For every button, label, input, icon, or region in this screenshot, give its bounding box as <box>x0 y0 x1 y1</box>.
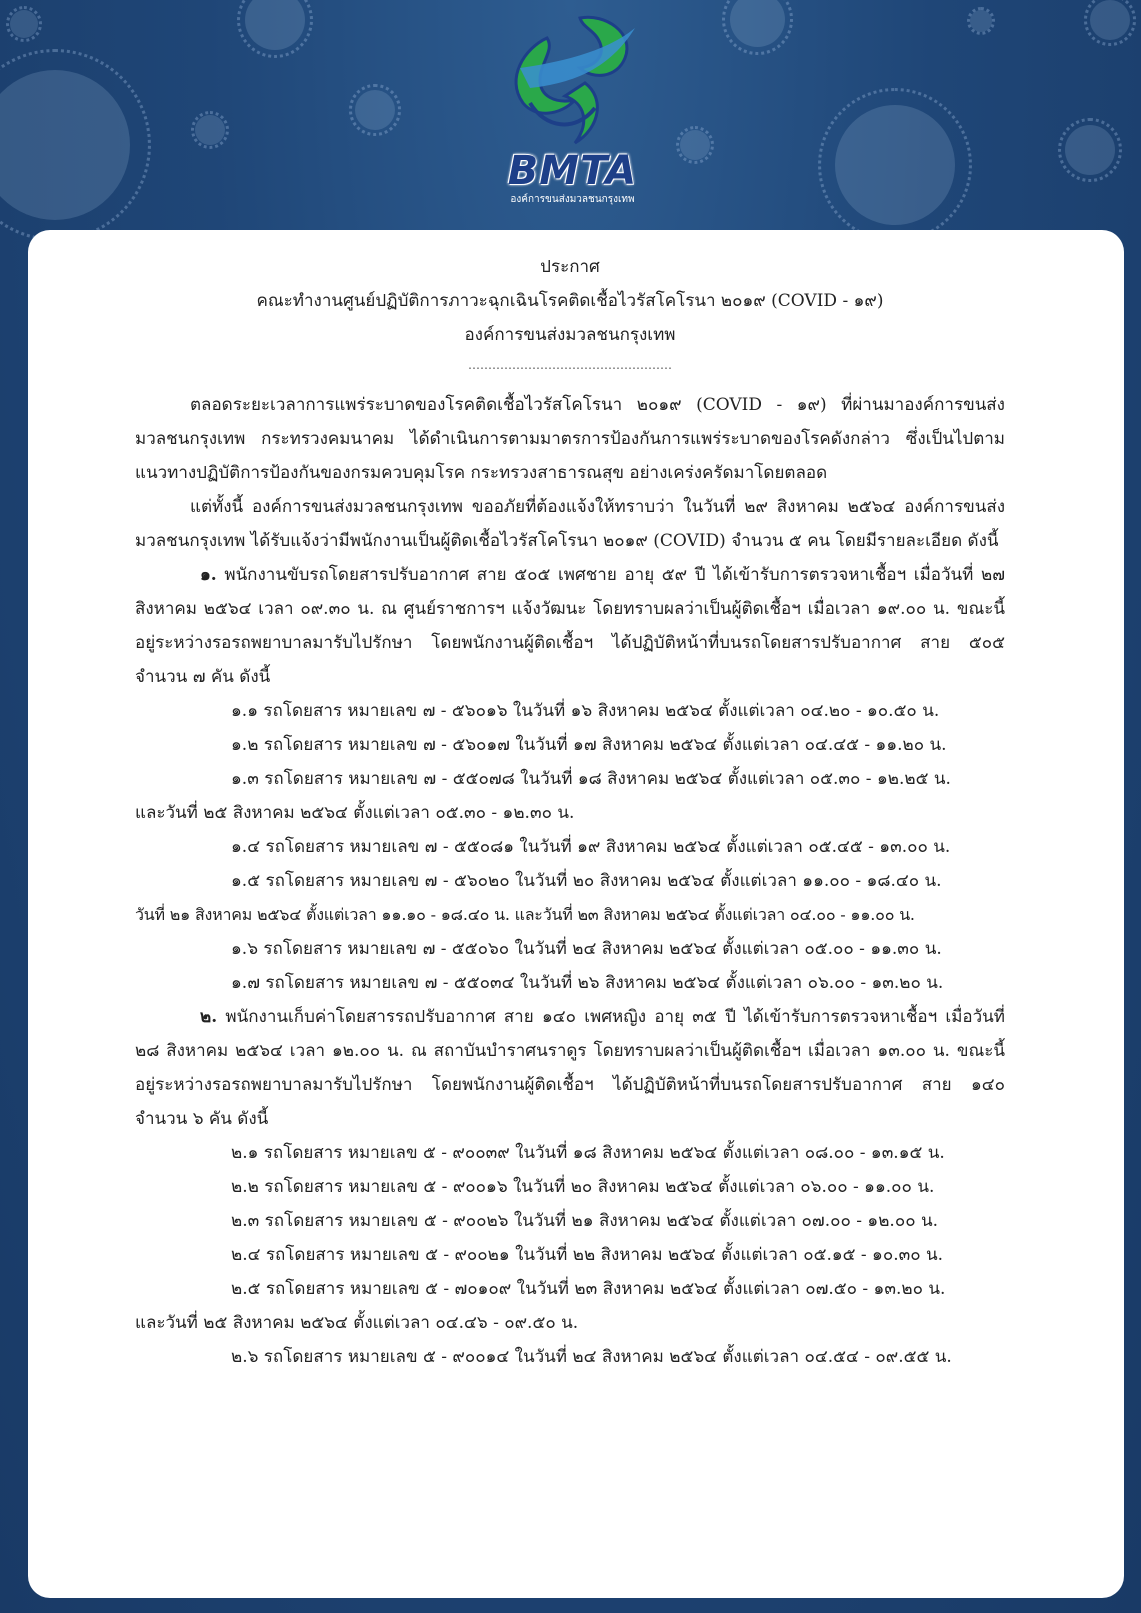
virus-decoration <box>970 10 992 32</box>
virus-decoration <box>835 105 955 225</box>
list-item: ๑.๓ รถโดยสาร หมายเลข ๗ - ๕๕๐๗๘ ในวันที่ ๑๘ สิงหาคม ๒๕๖๔ ตั้งแต่เวลา ๐๕.๓๐ - ๑๒.๒๕ น. <box>231 769 951 789</box>
list-item: ๒.๖ รถโดยสาร หมายเลข ๕ - ๙๐๐๑๔ ในวันที่ ๒๔ สิงหาคม ๒๕๖๔ ตั้งแต่เวลา ๐๔.๕๔ - ๐๙.๕๕ น. <box>231 1347 952 1367</box>
intro-paragraph-1: ตลอดระยะเวลาการแพร่ระบาดของโรคติดเชื้อไวรัสโคโรนา ๒๐๑๙ (COVID - ๑๙) ที่ผ่านมาองค์การขนส่งมวลชนกรุงเทพ กระทรวงคมนาคม ได้ดำเนินการตามมาตรการป้องกันการแพร่ระบาดของโรคดังกล่าว ซึ่งเป็นไปตามแนวทางปฏิบัติการป้องกันของกรมควบคุมโรค กระทรวงสาธารณสุข อย่างเคร่งครัดมาโดยตลอด <box>135 395 1005 483</box>
virus-decoration <box>0 70 130 220</box>
section-2-list <box>135 1136 1005 1374</box>
section-1 <box>135 558 1005 694</box>
virus-decoration <box>10 10 38 38</box>
section-1-list <box>135 694 1005 1000</box>
list-item: ๒.๓ รถโดยสาร หมายเลข ๕ - ๙๐๐๒๖ ในวันที่ ๒๑ สิงหาคม ๒๕๖๔ ตั้งแต่เวลา ๐๗.๐๐ - ๑๒.๐๐ น. <box>231 1211 938 1231</box>
section-2 <box>135 1000 1005 1136</box>
section-1-number: ๑. <box>200 565 217 585</box>
announcement-heading: ประกาศ <box>540 257 600 277</box>
list-item: ๑.๗ รถโดยสาร หมายเลข ๗ - ๕๕๐๓๔ ในวันที่ ๒๖ สิงหาคม ๒๕๖๔ ตั้งแต่เวลา ๐๖.๐๐ - ๑๓.๒๐ น. <box>231 973 944 993</box>
logo-wordmark: BMTA <box>507 148 638 194</box>
announcement-organization: องค์การขนส่งมวลชนกรุงเทพ <box>464 325 676 345</box>
header-divider: …………………………………………… <box>468 358 672 372</box>
list-item: ๒.๑ รถโดยสาร หมายเลข ๕ - ๙๐๐๓๙ ในวันที่ ๑๘ สิงหาคม ๒๕๖๔ ตั้งแต่เวลา ๐๘.๐๐ - ๑๓.๑๕ น. <box>231 1143 945 1163</box>
virus-decoration <box>355 90 395 130</box>
list-item: ๑.๑ รถโดยสาร หมายเลข ๗ - ๕๖๐๑๖ ในวันที่ ๑๖ สิงหาคม ๒๕๖๔ ตั้งแต่เวลา ๐๔.๒๐ - ๑๐.๕๐ น. <box>231 701 940 721</box>
virus-decoration <box>245 0 305 50</box>
list-item: ๑.๖ รถโดยสาร หมายเลข ๗ - ๕๕๐๖๐ ในวันที่ ๒๔ สิงหาคม ๒๕๖๔ ตั้งแต่เวลา ๐๕.๐๐ - ๑๑.๓๐ น. <box>231 939 942 959</box>
list-item-continuation: และวันที่ ๒๕ สิงหาคม ๒๕๖๔ ตั้งแต่เวลา ๐๕.๓๐ - ๑๒.๓๐ น. <box>135 803 575 823</box>
virus-decoration <box>195 115 225 145</box>
list-item: ๑.๒ รถโดยสาร หมายเลข ๗ - ๕๖๐๑๗ ในวันที่ ๑๗ สิงหาคม ๒๕๖๔ ตั้งแต่เวลา ๐๔.๔๕ - ๑๑.๒๐ น. <box>231 735 947 755</box>
list-item: ๒.๒ รถโดยสาร หมายเลข ๕ - ๙๐๐๑๖ ในวันที่ ๒๐ สิงหาคม ๒๕๖๔ ตั้งแต่เวลา ๐๖.๐๐ - ๑๑.๐๐ น. <box>231 1177 935 1197</box>
bmta-emblem-icon <box>485 8 660 153</box>
list-item-continuation: วันที่ ๒๑ สิงหาคม ๒๕๖๔ ตั้งแต่เวลา ๑๑.๑๐ - ๑๘.๔๐ น. และวันที่ ๒๓ สิงหาคม ๒๕๖๔ ตั้งแต่เวลา ๐๔.๐๐ - ๑๑.๐๐ น. <box>135 905 915 924</box>
announcement-content <box>135 250 1005 1374</box>
list-item: ๒.๕ รถโดยสาร หมายเลข ๕ - ๗๐๑๐๙ ในวันที่ ๒๓ สิงหาคม ๒๕๖๔ ตั้งแต่เวลา ๐๗.๕๐ - ๑๓.๒๐ น. <box>231 1279 946 1299</box>
virus-decoration <box>680 130 710 160</box>
list-item: ๒.๔ รถโดยสาร หมายเลข ๕ - ๙๐๐๒๑ ในวันที่ ๒๒ สิงหาคม ๒๕๖๔ ตั้งแต่เวลา ๐๕.๑๕ - ๑๐.๓๐ น. <box>231 1245 944 1265</box>
bmta-logo <box>485 8 660 208</box>
logo-subtitle: องค์การขนส่งมวลชนกรุงเทพ <box>510 194 635 205</box>
list-item: ๑.๔ รถโดยสาร หมายเลข ๗ - ๕๕๐๘๑ ในวันที่ ๑๙ สิงหาคม ๒๕๖๔ ตั้งแต่เวลา ๐๕.๔๕ - ๑๓.๐๐ น. <box>231 837 951 857</box>
virus-decoration <box>730 0 785 47</box>
announcement-committee: คณะทำงานศูนย์ปฏิบัติการภาวะฉุกเฉินโรคติดเชื้อไวรัสโคโรนา ๒๐๑๙ (COVID - ๑๙) <box>256 291 884 311</box>
section-2-number: ๒. <box>200 1007 218 1027</box>
intro-paragraph-2: แต่ทั้งนี้ องค์การขนส่งมวลชนกรุงเทพ ขออภัยที่ต้องแจ้งให้ทราบว่า ในวันที่ ๒๙ สิงหาคม ๒๕๖๔ องค์การขนส่งมวลชนกรุงเทพ ได้รับแจ้งว่ามีพนักงานเป็นผู้ติดเชื้อไวรัสโคโรนา ๒๐๑๙ (COVID) จำนวน ๕ คน โดยมีรายละเอียด ดังนี้ <box>135 497 1005 551</box>
section-1-text: พนักงานขับรถโดยสารปรับอากาศ สาย ๕๐๕ เพศชาย อายุ ๕๙ ปี ได้เข้ารับการตรวจหาเชื้อฯ เมื่อวันที่ ๒๗ สิงหาคม ๒๕๖๔ เวลา ๐๙.๓๐ น. ณ ศูนย์ราชการฯ แจ้งวัฒนะ โดยทราบผลว่าเป็นผู้ติดเชื้อฯ เมื่อเวลา ๑๙.๐๐ น. ขณะนี้อยู่ระหว่างรอรถพยาบาลมารับไปรักษา โดยพนักงานผู้ติดเชื้อฯ ได้ปฏิบัติหน้าที่บนรถโดยสารปรับอากาศ สาย ๕๐๕ จำนวน ๗ คัน ดังนี้ <box>135 565 1006 687</box>
section-2-text: พนักงานเก็บค่าโดยสารรถปรับอากาศ สาย ๑๔๐ เพศหญิง อายุ ๓๕ ปี ได้เข้ารับการตรวจหาเชื้อฯ เมื่อวันที่ ๒๘ สิงหาคม ๒๕๖๔ เวลา ๑๒.๐๐ น. ณ สถาบันบำราศนราดูร โดยทราบผลว่าเป็นผู้ติดเชื้อฯ เมื่อเวลา ๑๓.๐๐ น. ขณะนี้อยู่ระหว่างรอรถพยาบาลมารับไปรักษา โดยพนักงานผู้ติดเชื้อฯ ได้ปฏิบัติหน้าที่บนรถโดยสารปรับอากาศ สาย ๑๔๐ จำนวน ๖ คัน ดังนี้ <box>135 1007 1005 1129</box>
virus-decoration <box>1065 125 1115 175</box>
virus-decoration <box>1090 0 1130 40</box>
list-item: ๑.๕ รถโดยสาร หมายเลข ๗ - ๕๖๐๒๐ ในวันที่ ๒๐ สิงหาคม ๒๕๖๔ ตั้งแต่เวลา ๑๑.๐๐ - ๑๘.๔๐ น. <box>231 871 942 891</box>
list-item-continuation: และวันที่ ๒๕ สิงหาคม ๒๕๖๔ ตั้งแต่เวลา ๐๔.๔๖ - ๐๙.๕๐ น. <box>135 1313 579 1333</box>
